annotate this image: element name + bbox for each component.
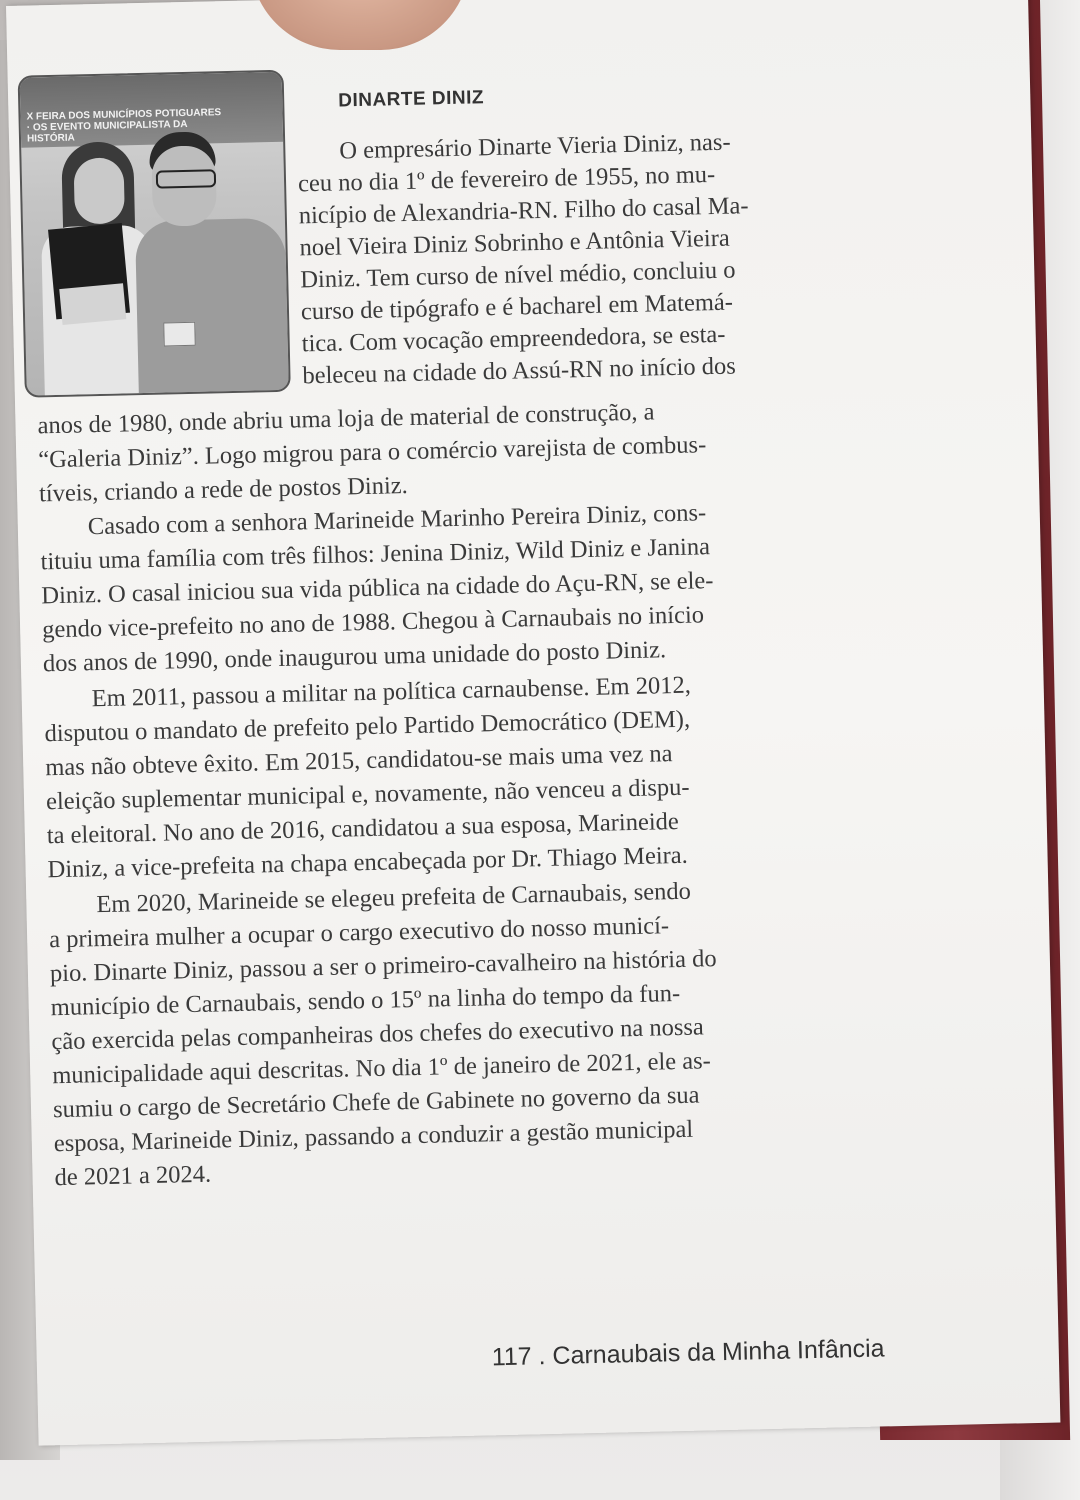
man-body — [135, 218, 289, 398]
body-line: mas não obteve êxito. Em 2015, candidatou-se mais uma vez na — [44, 740, 673, 782]
glasses-icon — [156, 169, 216, 188]
body-line: Em 2020, Marineide se elegeu prefeita de Carnaubais, sendo — [96, 877, 692, 919]
body-line: tituiu uma família com três filhos: Jenina Diniz, Wild Diniz e Janina — [40, 533, 711, 576]
body-line: anos de 1980, onde abriu uma loja de material de construção, a — [37, 398, 655, 440]
body-line: tica. Com vocação empreendedora, se esta- — [301, 320, 726, 358]
body-line: curso de tipógrafo e é bacharel em Matemá- — [300, 288, 734, 326]
body-line: Diniz, a vice-prefeita na chapa encabeçada por Dr. Thiago Meira. — [47, 841, 689, 884]
body-line: disputou o mandato de prefeito pelo Partido Democrático (DEM), — [44, 705, 691, 748]
body-line: Em 2011, passou a militar na política carnaubense. Em 2012, — [91, 671, 692, 713]
body-line: “Galeria Diniz”. Logo migrou para o comércio varejista de combus- — [37, 431, 707, 474]
body-line: dos anos de 1990, onde inaugurou uma unidade do posto Diniz. — [42, 636, 667, 678]
portrait-photo — [18, 70, 291, 398]
body-line: Diniz. Tem curso de nível médio, concluiu o — [299, 256, 736, 294]
award-plaque-label — [59, 283, 126, 325]
body-line: nicípio de Alexandria-RN. Filho do casal Ma- — [298, 192, 749, 230]
body-line: ceu no dia 1º de fevereiro de 1955, no mu- — [297, 160, 716, 198]
body-line: Casado com a senhora Marineide Marinho Pereira Diniz, cons- — [87, 499, 707, 541]
body-line: Diniz. O casal iniciou sua vida pública na cidade do Açu-RN, se ele- — [41, 567, 714, 610]
body-line: município de Carnaubais, sendo o 15º na linha do tempo da fun- — [50, 979, 681, 1022]
body-line: ta eleitoral. No ano de 2016, candidatou a sua esposa, Marineide — [46, 807, 680, 850]
body-line: ção exercida pelas companheiras dos chefes do executivo na nossa — [51, 1013, 705, 1056]
body-line: sumiu o cargo de Secretário Chefe de Gabinete no governo da sua — [52, 1081, 700, 1124]
body-line: O empresário Dinarte Vieria Diniz, nas- — [339, 128, 731, 165]
woman-face — [73, 157, 124, 224]
body-line: a primeira mulher a ocupar o cargo executivo do nosso municí- — [48, 912, 670, 954]
body-line: noel Vieira Diniz Sobrinho e Antônia Vieira — [299, 224, 731, 262]
body-line: tíveis, criando a rede de postos Diniz. — [38, 472, 409, 508]
body-line: gendo vice-prefeito no ano de 1988. Chegou à Carnaubais no início — [41, 601, 705, 644]
body-line: pio. Dinarte Diniz, passou a ser o primeiro-cavalheiro na história do — [49, 945, 717, 988]
event-banner-text: X FEIRA DOS MUNICÍPIOS POTIGUARES · OS EVENTO MUNICIPALISTA DA HISTÓRIA — [26, 107, 222, 145]
body-line: beleceu na cidade do Assú-RN no início dos — [302, 352, 737, 390]
body-line: municipalidade aqui descritas. No dia 1º de janeiro de 2021, ele as- — [51, 1047, 712, 1090]
body-line: de 2021 a 2024. — [54, 1160, 212, 1192]
section-heading: DINARTE DINIZ — [338, 87, 485, 112]
name-badge — [163, 322, 196, 347]
body-line: eleição suplementar municipal e, novamente, não venceu a dispu- — [45, 773, 690, 816]
body-line: esposa, Marineide Diniz, passando a conduzir a gestão municipal — [53, 1115, 694, 1158]
book-page — [6, 0, 1060, 1446]
page-footer: 117 . Carnaubais da Minha Infância — [491, 1334, 885, 1372]
